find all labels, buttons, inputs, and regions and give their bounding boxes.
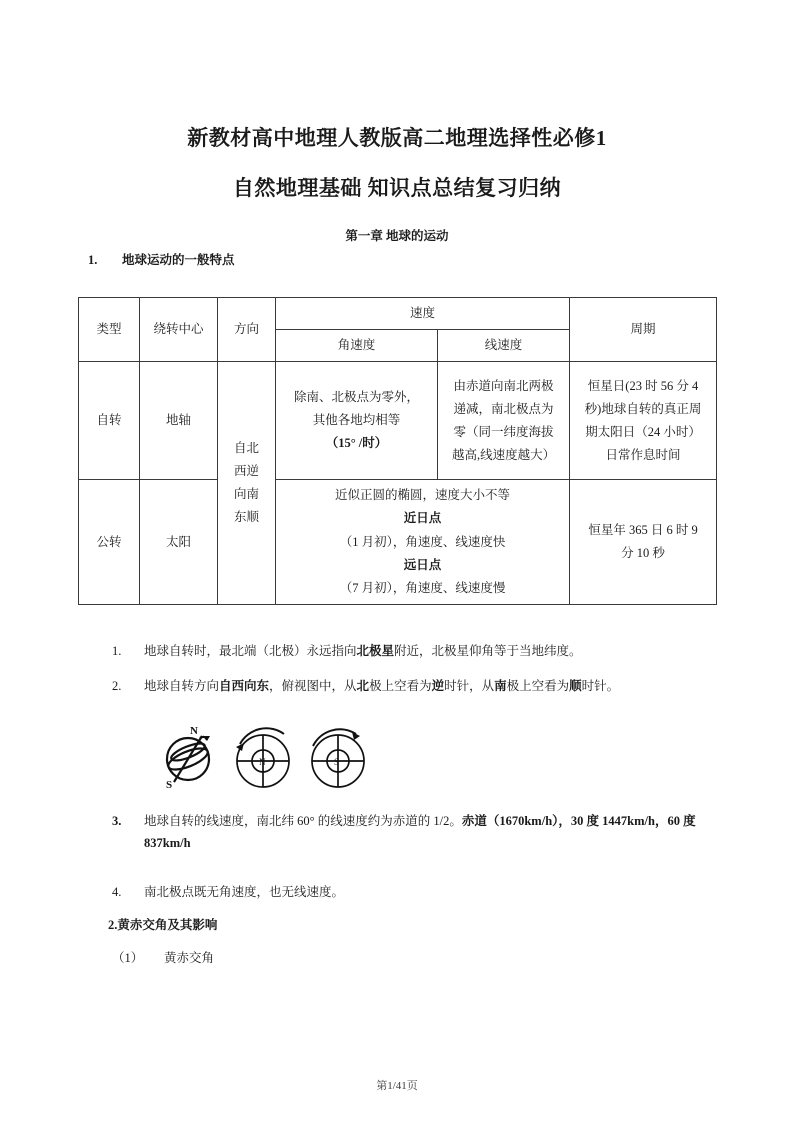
revolution-speed-line-1: 近似正圆的椭圆，速度大小不等 — [335, 488, 511, 503]
header-center: 绕转中心 — [140, 298, 218, 362]
document-title-line-1: 新教材高中地理人教版高二地理选择性必修1 — [187, 126, 607, 150]
direction-line-1: 自北 — [233, 440, 259, 455]
direction-line-3: 向南 — [233, 487, 259, 502]
cell-type-rotation: 自转 — [79, 362, 140, 480]
globe-arrow-head-icon — [203, 736, 210, 741]
note-item-2 — [112, 676, 722, 698]
note-marker: 4. — [112, 885, 122, 899]
cell-angular-rotation — [276, 362, 438, 480]
cell-center-rotation: 地轴 — [140, 362, 218, 480]
earth-motion-table-container — [78, 297, 716, 605]
figure-svg — [158, 716, 373, 798]
period-rev-line-2: 分 10 秒 — [621, 546, 665, 561]
note-text: 地球自转的线速度，南北纬 60° 的线速度约为赤道的 1/2。赤道（1670km/h），30 度 1447km/h，60 度 837km/h — [144, 814, 696, 850]
sub-section-heading: 2.黄赤交角及其影响 — [108, 918, 218, 932]
table-row-revolution — [79, 480, 717, 605]
note-item-1 — [112, 641, 712, 663]
period-line-3: 期太阳日（24 小时） — [585, 424, 701, 439]
section-label: 地球运动的一般特点 — [122, 253, 235, 267]
note-marker: 2. — [112, 679, 122, 693]
linear-line-4: 越高,线速度越大） — [451, 447, 556, 462]
period-rev-line-1: 恒星年 365 日 6 时 9 — [588, 522, 698, 537]
period-line-1: 恒星日(23 时 56 分 4 — [587, 378, 699, 393]
globe-north-label: N — [190, 725, 198, 737]
header-direction: 方向 — [218, 298, 276, 362]
note-marker: 3. — [112, 814, 122, 828]
note-text: 地球自转方向自西向东，俯视图中，从北极上空看为逆时针，从南极上空看为顺时针。 — [144, 679, 620, 693]
sub-section-item — [112, 948, 214, 966]
revolution-speed-line-2: 近日点 （1 月初），角速度、线速度快 — [339, 511, 506, 549]
revolution-speed-line-3: 远日点 （7 月初），角速度、线速度慢 — [339, 557, 506, 595]
note-item-4 — [112, 882, 672, 904]
direction-line-4: 东顺 — [233, 510, 259, 525]
linear-line-3: 零（同一纬度海拔 — [453, 424, 554, 439]
cell-type-revolution: 公转 — [79, 480, 140, 605]
earth-rotation-figure — [158, 716, 373, 798]
section-heading — [88, 250, 235, 268]
polar-north-label: N — [259, 757, 266, 767]
period-line-4: 日常作息时间 — [605, 447, 681, 462]
cell-period-revolution — [570, 480, 717, 605]
direction-line-2: 西逆 — [233, 463, 259, 478]
earth-motion-table — [78, 297, 717, 605]
header-linear-speed: 线速度 — [438, 330, 570, 362]
sub-item-label: 黄赤交角 — [164, 951, 215, 965]
page-footer: 第1/41页 — [376, 1080, 418, 1092]
angular-line-3: （15° /时） — [325, 436, 388, 451]
header-angular-speed: 角速度 — [276, 330, 438, 362]
note-text: 南北极点既无角速度，也无线速度。 — [144, 885, 345, 899]
chapter-title: 第一章 地球的运动 — [345, 229, 449, 243]
table-row-rotation — [79, 362, 717, 480]
linear-line-2: 递减，南北极点为 — [453, 401, 554, 416]
period-line-2: 秒)地球自转的真正周 — [584, 401, 702, 416]
globe-south-label: S — [166, 779, 173, 791]
cell-speed-revolution — [276, 480, 570, 605]
angular-line-1: 除南、北极点为零外， — [293, 390, 419, 405]
document-title-line-2: 自然地理基础 知识点总结复习归纳 — [232, 176, 562, 200]
cell-linear-rotation — [438, 362, 570, 480]
tilted-globe-icon — [166, 736, 211, 782]
header-type: 类型 — [79, 298, 140, 362]
table-header-row-1 — [79, 298, 717, 330]
angular-line-2: 其他各地均相等 — [312, 413, 401, 428]
header-speed: 速度 — [276, 298, 570, 330]
note-text: 地球自转时，最北端（北极）永远指向北极星附近，北极星仰角等于当地纬度。 — [144, 644, 582, 658]
cell-center-revolution: 太阳 — [140, 480, 218, 605]
note-marker: 1. — [112, 644, 122, 658]
header-period: 周期 — [570, 298, 717, 362]
section-number: 1. — [88, 253, 98, 267]
polar-south-label: S — [334, 757, 340, 767]
sub-item-index: （1） — [112, 951, 144, 965]
linear-line-1: 由赤道向南北两极 — [453, 378, 554, 393]
note-item-3 — [112, 811, 702, 855]
cell-direction — [218, 362, 276, 605]
cell-period-rotation — [570, 362, 717, 480]
